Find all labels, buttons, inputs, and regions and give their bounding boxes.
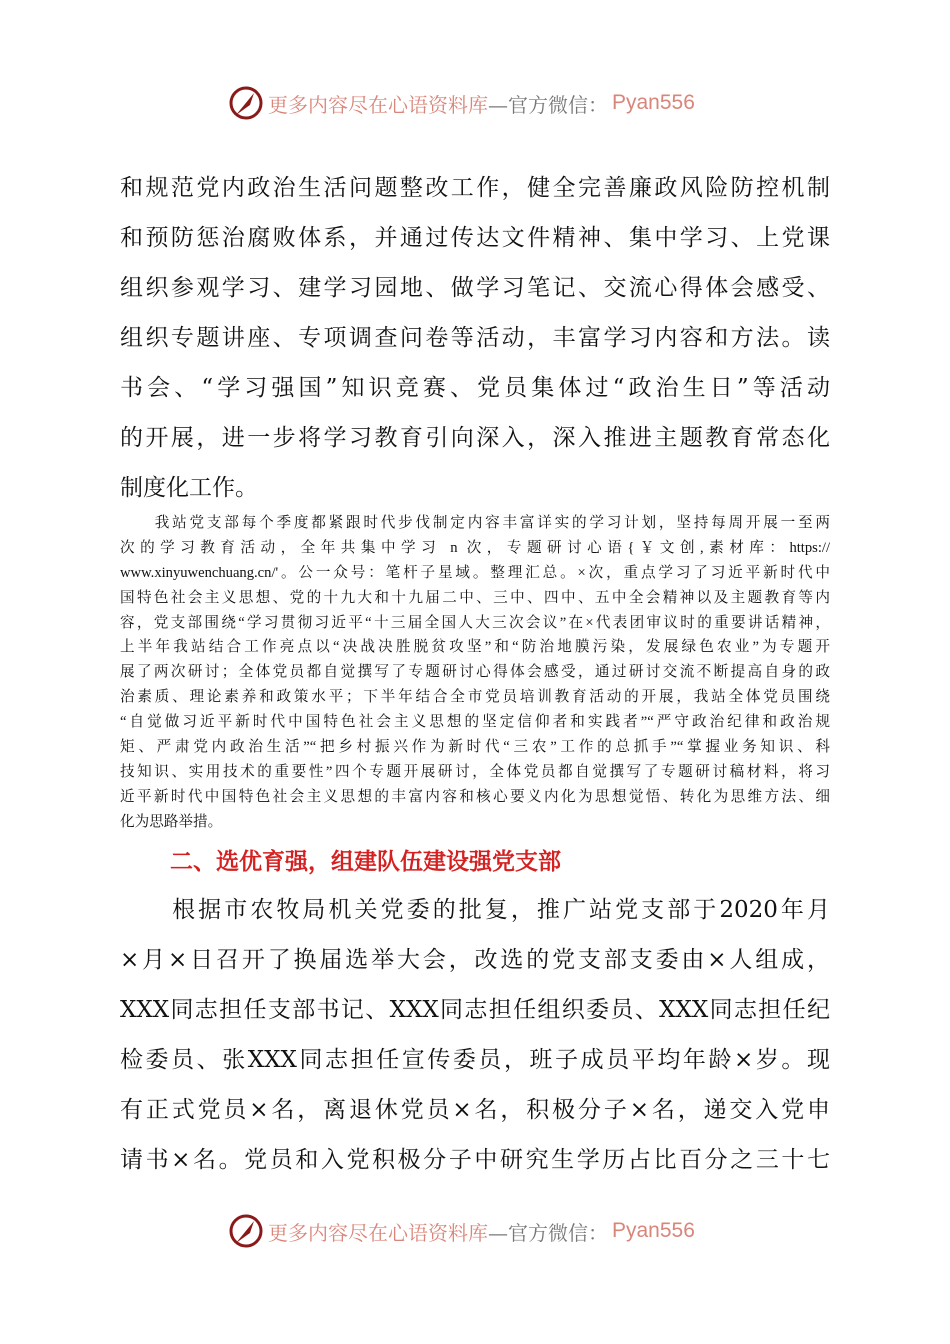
text-line: 的开展，进一步将学习教育引向深入，深入推进主题教育常态化 xyxy=(120,425,830,451)
text-line: 制度化工作。 xyxy=(120,475,258,501)
text-line: 上半年我站结合工作亮点以“决战决胜脱贫攻坚”和“防治地膜污染，发展绿色农业”为专题开 xyxy=(120,639,830,656)
watermark-text: 更多内容尽在心语资料库 xyxy=(268,92,488,117)
quill-logo-icon xyxy=(228,85,264,121)
text-line: 请书×名。党员和入党积极分子中研究生学历占比百分之三十七 xyxy=(120,1147,830,1173)
paragraph-2 xyxy=(120,511,830,835)
paragraph-1 xyxy=(120,163,830,513)
text-line: 有正式党员×名，离退休党员×名，积极分子×名，递交入党申 xyxy=(120,1097,830,1123)
watermark-wechat-label: —官方微信： xyxy=(488,1220,608,1245)
text-line: 技知识、实用技术的重要性”四个专题开展研讨，全体党员都自觉撰写了专题研讨稿材料，将习 xyxy=(120,763,830,780)
text-line: 近平新时代中国特色社会主义思想的丰富内容和核心要义内化为思想觉悟、转化为思维方法、细 xyxy=(120,788,830,805)
text-line: 次的学习教育活动，全年共集中学习 n 次，专题研讨心语{￥文创,素材库：https:// xyxy=(120,539,830,556)
text-line: XXX同志担任支部书记、XXX同志担任组织委员、XXX同志担任纪 xyxy=(120,997,830,1023)
header-watermark xyxy=(228,83,695,123)
text-line: 国特色社会主义思想、党的十九大和十九届二中、三中、四中、五中全会精神以及主题教育等内 xyxy=(120,589,830,606)
text-line: 容，党支部围绕“学习贯彻习近平“十三届全国人大三次会议”在×代表团审议时的重要讲话精神， xyxy=(120,614,830,631)
text-line: 根据市农牧局机关党委的批复，推广站党支部于2020年月 xyxy=(120,897,830,923)
watermark-wechat-id: Pyan556 xyxy=(612,91,695,114)
text-line: 我站党支部每个季度都紧跟时代步伐制定内容丰富详实的学习计划，坚持每周开展一至两 xyxy=(120,515,830,531)
watermark-text: 更多内容尽在心语资料库 xyxy=(268,1220,488,1245)
quill-logo-icon xyxy=(228,1213,264,1249)
text-line: 和规范党内政治生活问题整改工作，健全完善廉政风险防控机制 xyxy=(120,175,830,201)
footer-watermark xyxy=(228,1211,695,1251)
watermark-wechat-id: Pyan556 xyxy=(612,1219,695,1242)
text-line: 化为思路举措。 xyxy=(120,813,223,830)
text-line: 矩、严肃党内政治生活”“把乡村振兴作为新时代“三农”工作的总抓手”“掌握业务知识、科 xyxy=(120,739,830,756)
text-line: 和预防惩治腐败体系，并通过传达文件精神、集中学习、上党课 xyxy=(120,225,830,251)
text-line: 治素质、理论素养和政策水平；下半年结合全市党员培训教育活动的开展，我站全体党员围绕 xyxy=(120,689,830,706)
section-heading: 二、选优育强，组建队伍建设强党支部 xyxy=(170,849,561,875)
text-line: 展了两次研讨；全体党员都自觉撰写了专题研讨心得体会感受，通过研讨交流不断提高自身的政 xyxy=(120,664,830,681)
text-line: ×月×日召开了换届选举大会，改选的党支部支委由×人组成， xyxy=(120,947,830,973)
text-line: 检委员、张XXX同志担任宣传委员，班子成员平均年龄×岁。现 xyxy=(120,1047,830,1073)
text-line: 组织参观学习、建学习园地、做学习笔记、交流心得体会感受、 xyxy=(120,275,830,301)
text-line: 书会、“学习强国”知识竞赛、党员集体过“政治生日”等活动 xyxy=(120,375,830,401)
paragraph-3 xyxy=(120,885,830,1185)
text-line: 组织专题讲座、专项调查问卷等活动，丰富学习内容和方法。读 xyxy=(120,325,830,351)
text-line: “自觉做习近平新时代中国特色社会主义思想的坚定信仰者和实践者”“严守政治纪律和政治规 xyxy=(120,714,830,731)
text-line: www.xinyuwenchuang.cn/'。公一众号：笔杆子星域。整理汇总。×次，重点学习了习近平新时代中 xyxy=(120,564,830,581)
watermark-wechat-label: —官方微信： xyxy=(488,92,608,117)
